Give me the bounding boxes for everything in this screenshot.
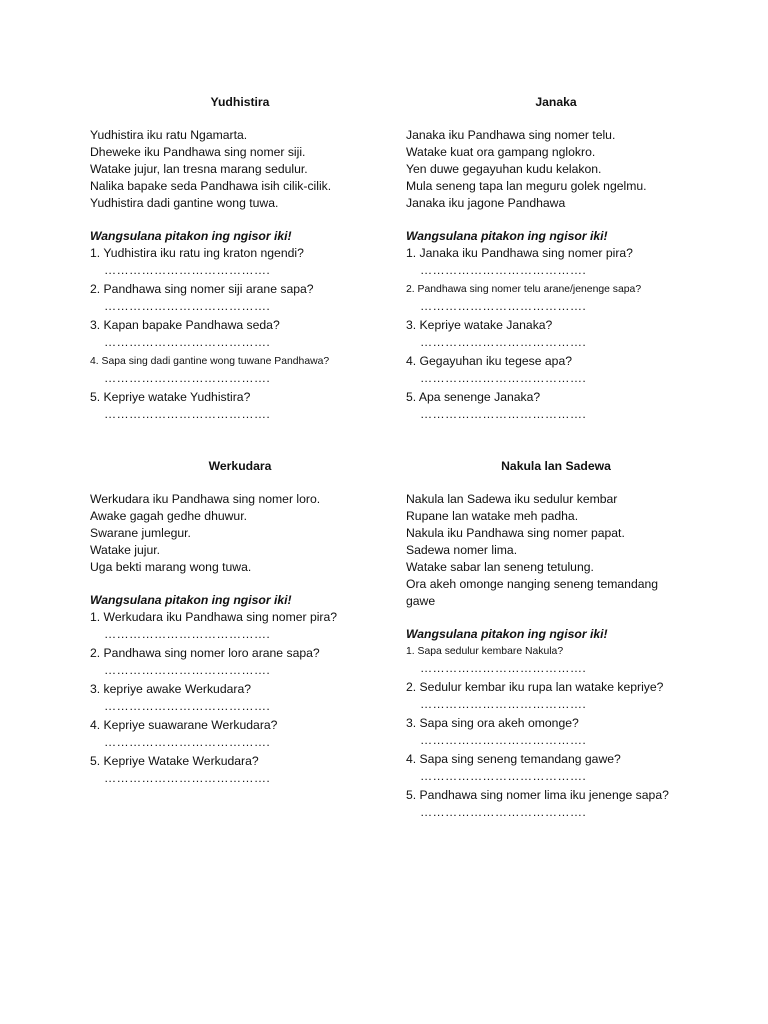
story-line: Ora akeh omonge nanging seneng temandang (406, 577, 659, 591)
story-line: Nakula iku Pandhawa sing nomer papat. (406, 526, 625, 540)
question: 4. Kepriye suawarane Werkudara? (90, 718, 278, 732)
question: 1. Sapa sedulur kembare Nakula? (406, 646, 564, 657)
answer-line: …………………………………. (420, 371, 587, 385)
question: 3. Kapan bapake Pandhawa seda? (90, 318, 280, 332)
question: 2. Pandhawa sing nomer telu arane/jenenge sapa? (406, 284, 642, 295)
answer-line: …………………………………. (420, 661, 587, 675)
section-title: Werkudara (208, 459, 272, 473)
answer-line: …………………………………. (104, 771, 271, 785)
story-line: Sadewa nomer lima. (406, 543, 518, 557)
story-line: Nakula lan Sadewa iku sedulur kembar (406, 492, 618, 506)
question: 1. Werkudara iku Pandhawa sing nomer pira? (90, 610, 338, 624)
answer-line: …………………………………. (420, 733, 587, 747)
story-line: Janaka iku Pandhawa sing nomer telu. (406, 128, 616, 142)
answer-line: …………………………………. (104, 299, 271, 313)
section-yudhistira (90, 94, 390, 425)
answer-line: …………………………………. (104, 627, 271, 641)
question: 4. Sapa sing seneng temandang gawe? (406, 752, 621, 766)
answer-line: …………………………………. (420, 697, 587, 711)
story-line: Rupane lan watake meh padha. (406, 509, 579, 523)
story-paragraph (90, 127, 390, 212)
question: 5. Kepriye Watake Werkudara? (90, 754, 259, 768)
answer-line: …………………………………. (104, 663, 271, 677)
instruction: Wangsulana pitakon ing ngisor iki! (90, 593, 292, 607)
question: 2. Pandhawa sing nomer loro arane sapa? (90, 646, 320, 660)
story-line: Yudhistira iku ratu Ngamarta. (90, 128, 248, 142)
question: 5. Kepriye watake Yudhistira? (90, 390, 251, 404)
answer-line: …………………………………. (420, 769, 587, 783)
section-title: Janaka (535, 95, 577, 109)
question: 3. kepriye awake Werkudara? (90, 682, 252, 696)
instruction: Wangsulana pitakon ing ngisor iki! (406, 229, 608, 243)
answer-line: …………………………………. (104, 699, 271, 713)
answer-line: …………………………………. (420, 407, 587, 421)
question: 5. Apa senenge Janaka? (406, 390, 541, 404)
story-line: Watake sabar lan seneng tetulung. (406, 560, 594, 574)
story-line: Janaka iku jagone Pandhawa (406, 196, 566, 210)
answer-line: …………………………………. (420, 263, 587, 277)
story-line: gawe (406, 594, 436, 608)
answer-line: …………………………………. (104, 263, 271, 277)
section-nakula-sadewa (406, 458, 706, 823)
answer-line: …………………………………. (420, 805, 587, 819)
answer-line: …………………………………. (420, 299, 587, 313)
question: 4. Gegayuhan iku tegese apa? (406, 354, 573, 368)
story-paragraph (406, 127, 706, 212)
section-werkudara (90, 458, 390, 789)
story-line: Uga bekti marang wong tuwa. (90, 560, 252, 574)
story-line: Watake kuat ora gampang nglokro. (406, 145, 596, 159)
answer-line: …………………………………. (104, 407, 271, 421)
story-line: Awake gagah gedhe dhuwur. (90, 509, 247, 523)
question: 1. Yudhistira iku ratu ing kraton ngendi? (90, 246, 304, 260)
section-title: Yudhistira (210, 95, 270, 109)
question: 2. Pandhawa sing nomer siji arane sapa? (90, 282, 314, 296)
story-line: Mula seneng tapa lan meguru golek ngelmu. (406, 179, 647, 193)
story-paragraph (406, 491, 706, 610)
question: 1. Janaka iku Pandhawa sing nomer pira? (406, 246, 633, 260)
answer-line: …………………………………. (420, 335, 587, 349)
question: 3. Kepriye watake Janaka? (406, 318, 553, 332)
story-line: Nalika bapake seda Pandhawa isih cilik-cilik. (90, 179, 332, 193)
story-line: Watake jujur. (90, 543, 160, 557)
story-line: Watake jujur, lan tresna marang sedulur. (90, 162, 308, 176)
section-title: Nakula lan Sadewa (501, 459, 611, 473)
instruction: Wangsulana pitakon ing ngisor iki! (90, 229, 292, 243)
question: 4. Sapa sing dadi gantine wong tuwane Pandhawa? (90, 356, 330, 367)
question: 2. Sedulur kembar iku rupa lan watake kepriye? (406, 680, 664, 694)
answer-line: …………………………………. (104, 735, 271, 749)
story-line: Swarane jumlegur. (90, 526, 191, 540)
story-line: Dheweke iku Pandhawa sing nomer siji. (90, 145, 306, 159)
instruction: Wangsulana pitakon ing ngisor iki! (406, 627, 608, 641)
story-line: Yen duwe gegayuhan kudu kelakon. (406, 162, 602, 176)
story-line: Yudhistira dadi gantine wong tuwa. (90, 196, 279, 210)
section-janaka (406, 94, 706, 425)
answer-line: …………………………………. (104, 335, 271, 349)
story-paragraph (90, 491, 390, 576)
story-line: Werkudara iku Pandhawa sing nomer loro. (90, 492, 321, 506)
question: 5. Pandhawa sing nomer lima iku jenenge sapa? (406, 788, 669, 802)
question: 3. Sapa sing ora akeh omonge? (406, 716, 579, 730)
answer-line: …………………………………. (104, 371, 271, 385)
